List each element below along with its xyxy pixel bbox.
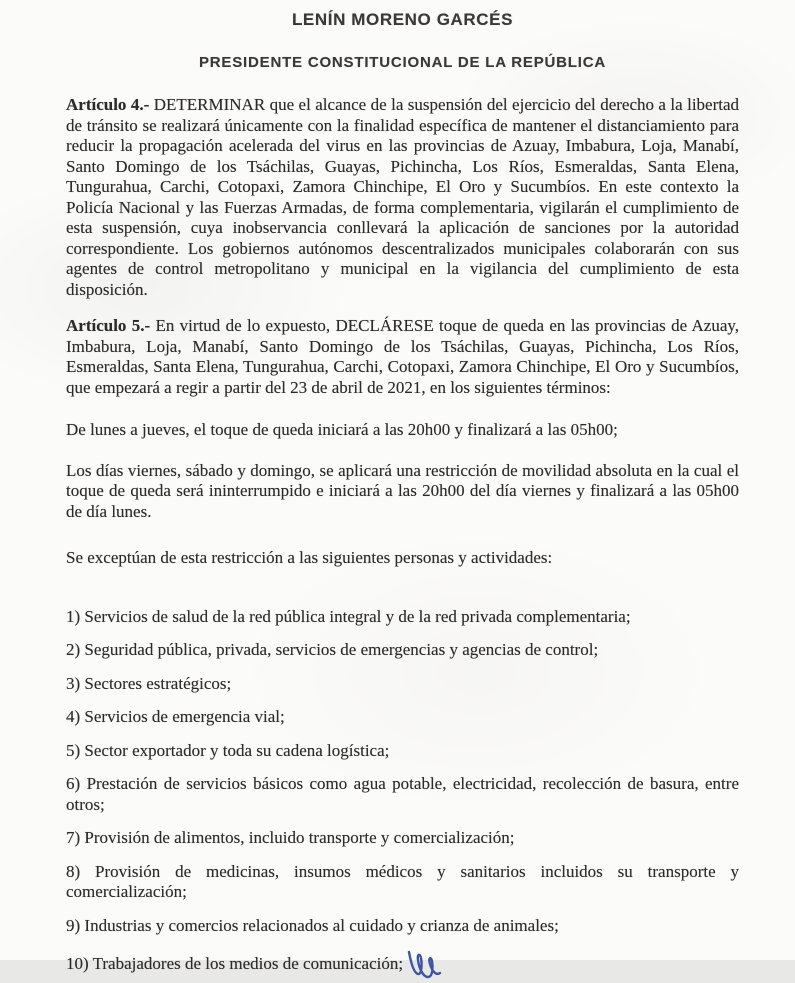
exception-item-5: 5) Sector exportador y toda su cadena logística; <box>66 740 390 760</box>
exception-item-10 <box>66 949 739 983</box>
exception-item-7: 7) Provisión de alimentos, incluido transporte y comercialización; <box>66 828 515 847</box>
article-5-label: Artículo 5.- <box>66 316 151 335</box>
exception-item-10-text: 10) Trabajadores de los medios de comunicación; <box>66 954 404 973</box>
document-header <box>66 10 739 71</box>
exception-item-1: 1) Servicios de salud de la red pública integral y de la red privada complementaria; <box>66 606 631 626</box>
article-4-paragraph <box>66 95 739 300</box>
exception-item-8: 8) Provisión de medicinas, insumos médicos y sanitarios incluidos su transporte y comercialización; <box>66 861 739 901</box>
curfew-weekday-terms: De lunes a jueves, el toque de queda iniciará a las 20h00 y finalizará a las 05h00; <box>66 420 618 439</box>
exception-item-6: 6) Prestación de servicios básicos como agua potable, electricidad, recolección de basura, entre otros; <box>66 774 739 814</box>
article-5-paragraph <box>66 316 739 398</box>
exceptions-intro: Se exceptúan de esta restricción a las siguientes personas y actividades: <box>66 548 553 567</box>
exception-item-9: 9) Industrias y comercios relacionados al cuidado y crianza de animales; <box>66 915 559 935</box>
article-5-text: En virtud de lo expuesto, DECLÁRESE toque de queda en las provincias de Azuay, Imbabura, Loja, Manabí, Santo Domingo de los Tsáchilas, Guayas, Pichincha, Los Ríos, Esmeraldas, Santa Elena, Tungurahua, Carchi, Cotopaxi, Zamora Chinchipe, El Oro y Sucumbíos, que empezará a regir a partir del 23 de abril de 2021, en los siguientes términos: <box>66 316 740 397</box>
handwritten-paraph-icon <box>405 949 443 983</box>
document-body <box>66 95 739 983</box>
author-name: LENÍN MORENO GARCÉS <box>291 10 514 29</box>
article-4-label: Artículo 4.- <box>66 95 150 114</box>
exception-item-4: 4) Servicios de emergencia vial; <box>66 707 285 726</box>
curfew-weekend-terms: Los días viernes, sábado y domingo, se aplicará una restricción de movilidad absoluta en la cual el toque de queda será ininterrumpido e iniciará a las 20h00 del día viernes y finalizará a las 05h00 de día lunes. <box>66 460 739 521</box>
author-title: PRESIDENTE CONSTITUCIONAL DE LA REPÚBLICA <box>199 54 606 71</box>
exception-item-2: 2) Seguridad pública, privada, servicios de emergencias y agencias de control; <box>66 640 599 659</box>
article-4-text: DETERMINAR que el alcance de la suspensión del ejercicio del derecho a la libertad de tránsito se realizará únicamente con la finalidad específica de mantener el distanciamiento para reducir la propagación acelerada del virus en las provincias de Azuay, Imbabura, Loja, Manabí, Santo Domingo de los Tsáchilas, Guayas, Pichincha, Los Ríos, Esmeraldas, Santa Elena, Tungurahua, Carchi, Cotopaxi, Zamora Chinchipe, El Oro y Sucumbíos. En este contexto la Policía Nacional y las Fuerzas Armadas, de forma complementaria, vigilarán el cumplimiento de esta suspensión, cuya inobservancia conllevará la aplicación de sanciones por la autoridad correspondiente. Los gobiernos autónomos descentralizados municipales colaborarán con sus agentes de control metropolitano y municipal en la vigilancia del cumplimiento de esta disposición. <box>66 95 740 299</box>
exception-item-3: 3) Sectores estratégicos; <box>66 673 232 693</box>
